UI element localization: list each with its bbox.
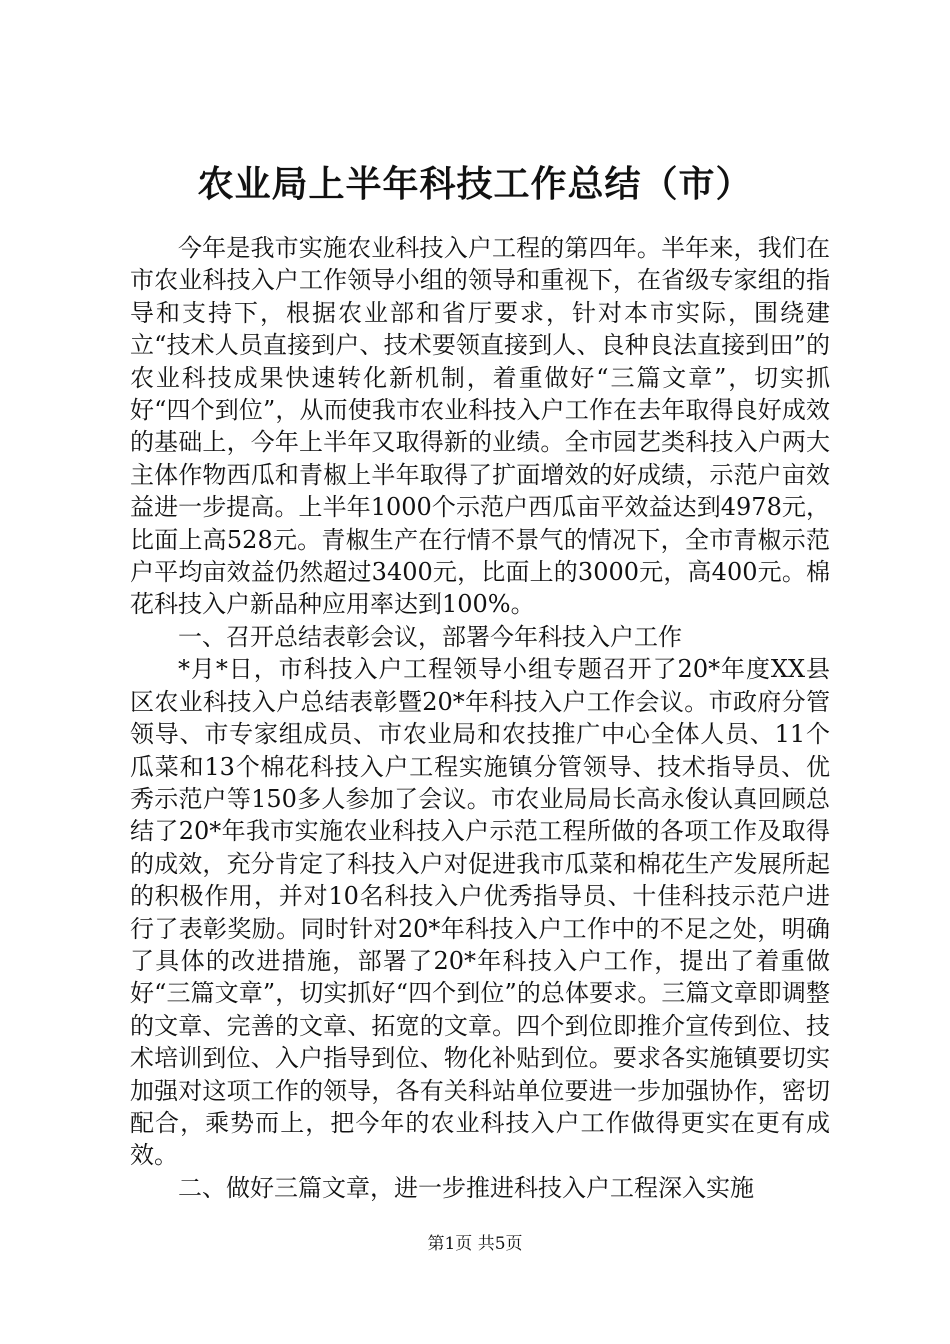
page-number-footer: 第1页 共5页 — [427, 1234, 523, 1254]
paragraph-section-1: *月*日，市科技入户工程领导小组专题召开了20*年度XX县区农业科技入户总结表彰暨20*年科技入户工作会议。市政府分管领导、市专家组成员、市农业局和农技推广中心全体人员、11个瓜菜和13个棉花科技入户工程实施镇分管领导、技术指导员、优秀示范户等150多人参加了会议。市农业局局长高永俊认真回顾总结了20*年我市实施农业科技入户示范工程所做的各项工作及取得的成效，充分肯定了科技入户对促进我市瓜菜和棉花生产发展所起的积极作用，并对10名科技入户优秀指导员、十佳科技示范户进行了表彰奖励。同时针对20*年科技入户工作中的不足之处，明确了具体的改进措施，部署了20*年科技入户工作，提出了着重做好“三篇文章”，切实抓好“四个到位”的总体要求。三篇文章即调整的文章、完善的文章、拓宽的文章。四个到位即推介宣传到位、技术培训到位、入户指导到位、物化补贴到位。要求各实施镇要切实加强对这项工作的领导，各有关科站单位要进一步加强协作，密切配合，乘势而上，把今年的农业科技入户工作做得更实在更有成效。 — [130, 655, 830, 1170]
paragraph-intro: 今年是我市实施农业科技入户工程的第四年。半年来，我们在市农业科技入户工作领导小组的领导和重视下，在省级专家组的指导和支持下，根据农业部和省厅要求，针对本市实际，围绕建立“技术人员直接到户、技术要领直接到人、良种良法直接到田”的农业科技成果快速转化新机制，着重做好“三篇文章”，切实抓好“四个到位”，从而使我市农业科技入户工作在去年取得良好成效的基础上，今年上半年又取得新的业绩。全市园艺类科技入户两大主体作物西瓜和青椒上半年取得了扩面增效的好成绩，示范户亩效益进一步提高。上半年1000个示范户西瓜亩平效益达到4978元，比面上高528元。青椒生产在行情不景气的情况下，全市青椒示范户平均亩效益仍然超过3400元，比面上的3000元，高400元。棉花科技入户新品种应用率达到100%。 — [130, 234, 830, 619]
document-body — [130, 232, 830, 1204]
document-title: 农业局上半年科技工作总结（市） — [197, 163, 753, 205]
section-heading-2: 二、做好三篇文章，进一步推进科技入户工程深入实施 — [178, 1173, 754, 1202]
section-heading-1: 一、召开总结表彰会议，部署今年科技入户工作 — [178, 622, 682, 651]
